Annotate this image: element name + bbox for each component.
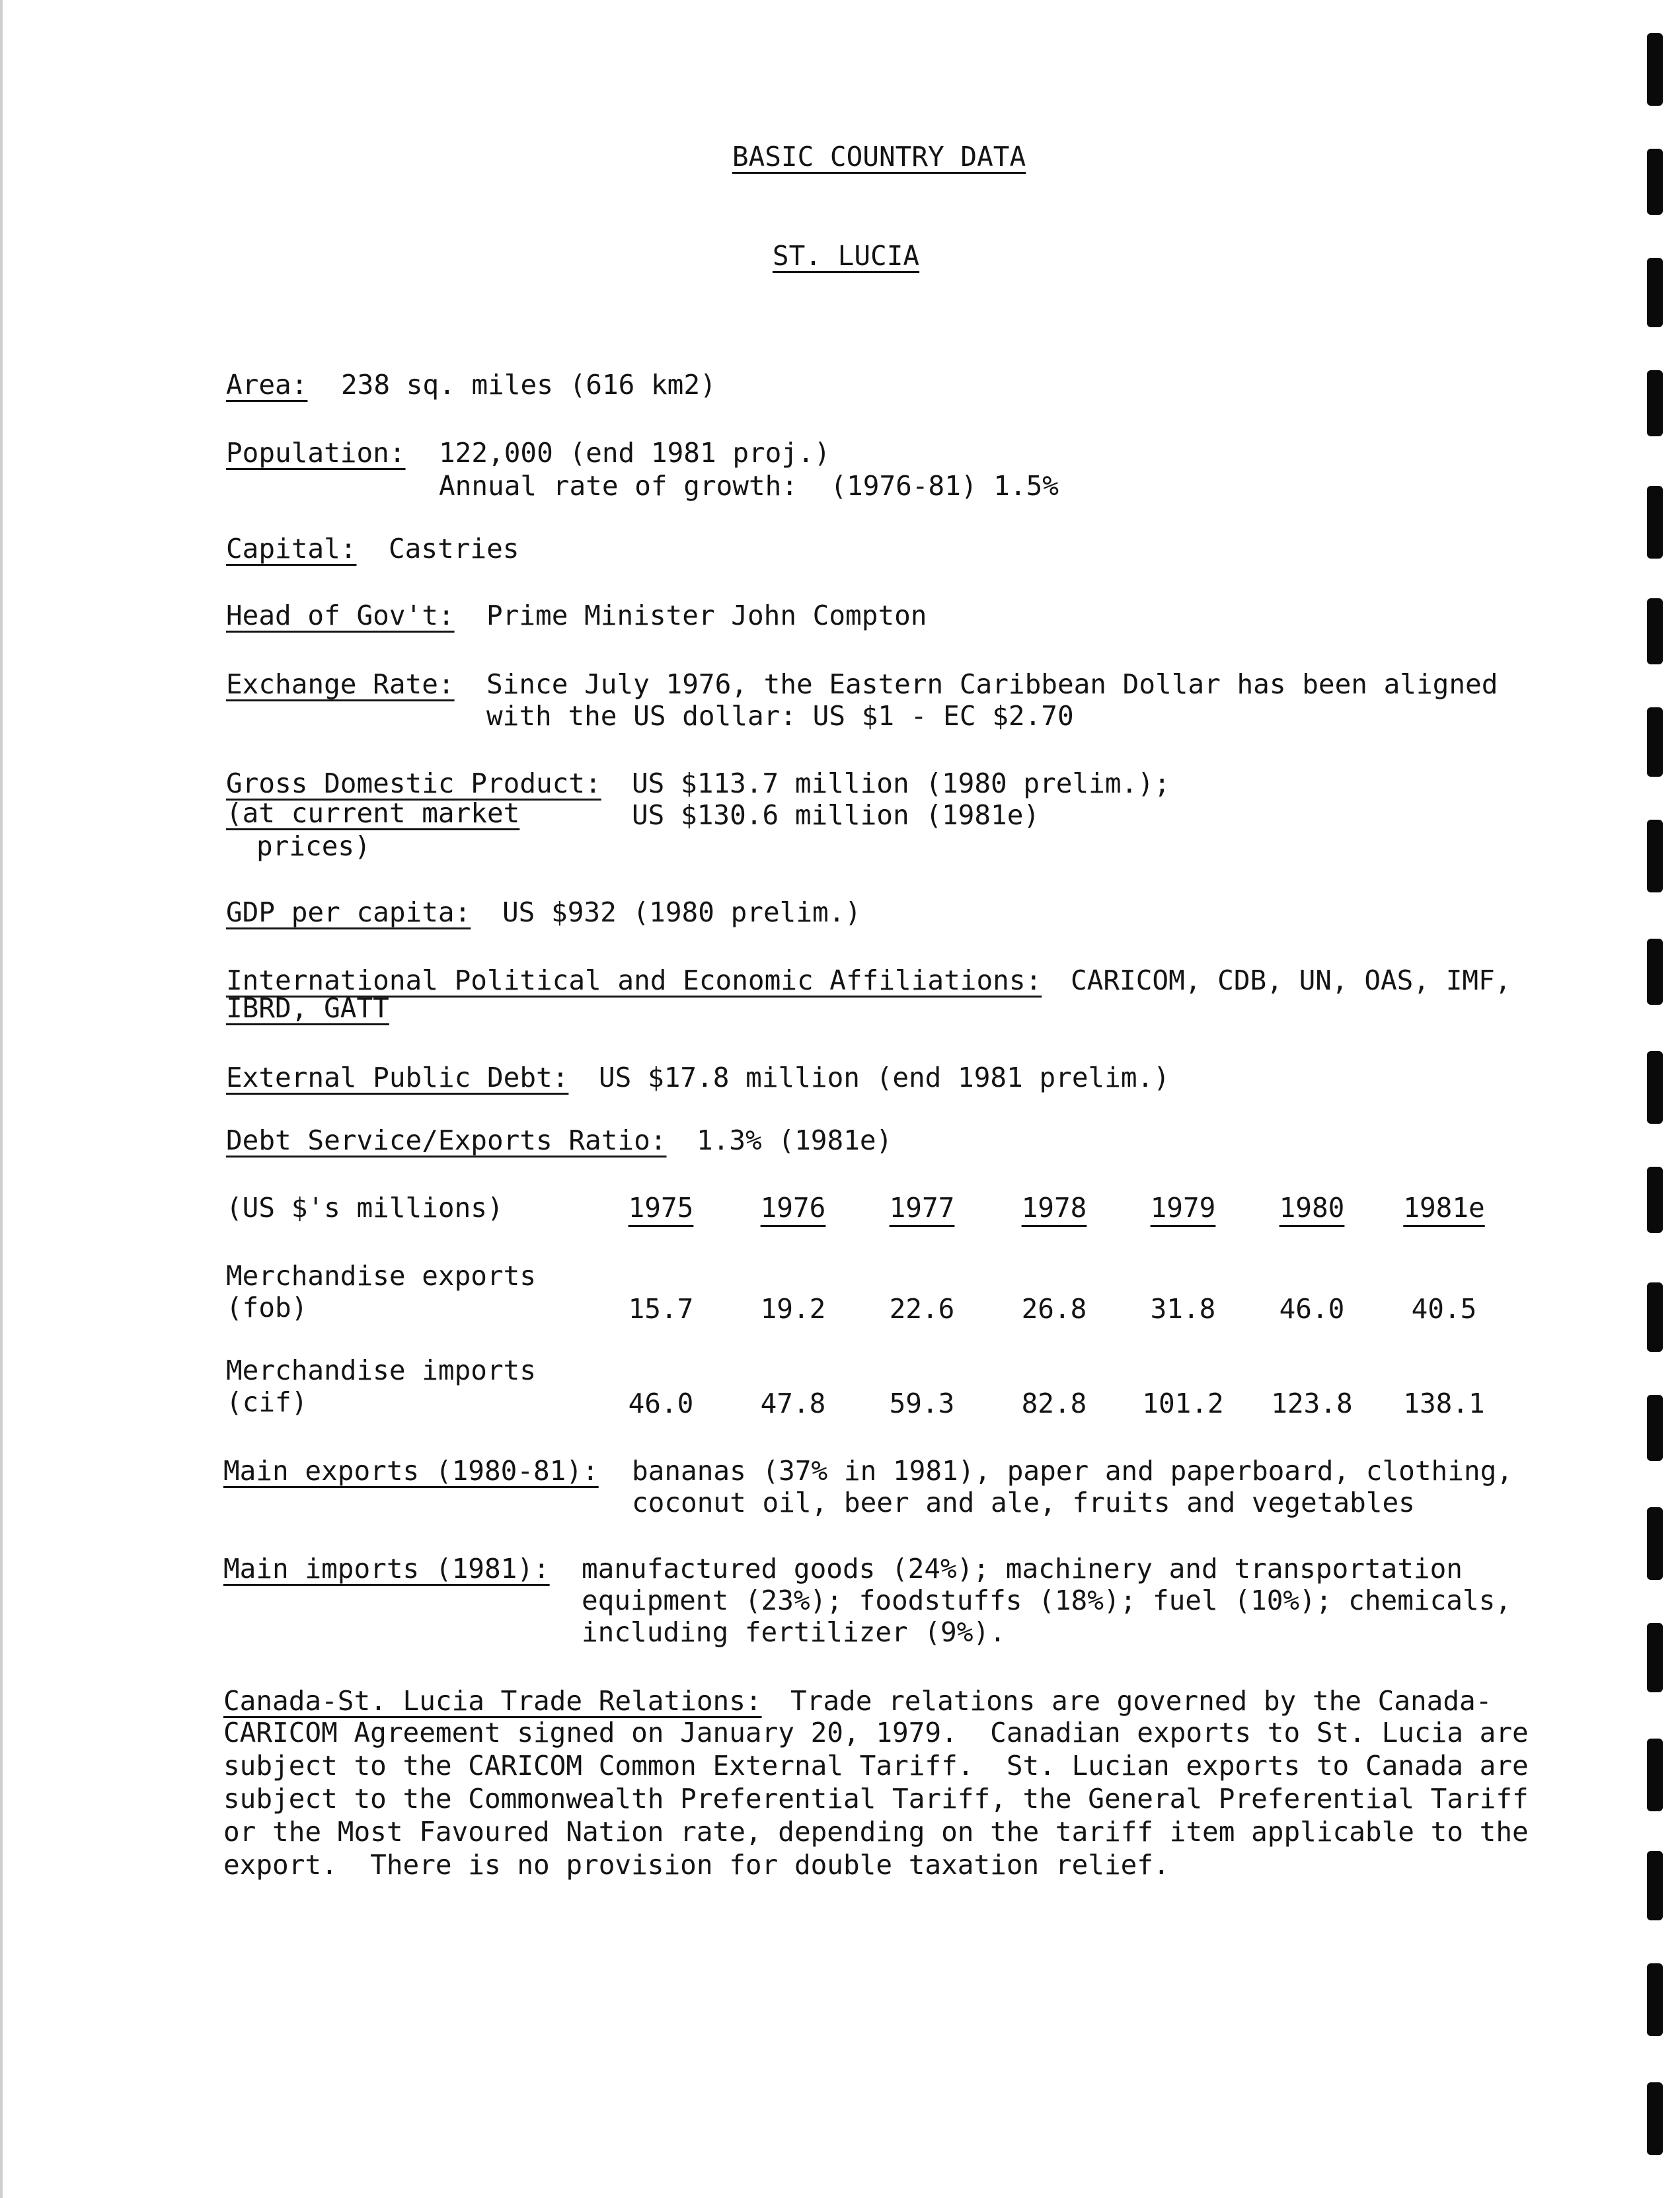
exchange-rate-label: Exchange Rate: [226,668,455,700]
binder-mark [1647,820,1663,892]
main-imports-line2: equipment (23%); foodstuffs (18%); fuel (10%); chemicals, [582,1585,1511,1616]
exports-row-label: Merchandise exports [226,1260,536,1292]
capital-label: Capital: [226,533,357,565]
external-debt-label: External Public Debt: [226,1062,569,1093]
year-header: 1977 [889,1192,955,1224]
capital-value: Castries [389,533,519,565]
binder-mark [1647,1282,1663,1352]
main-imports-line3: including fertilizer (9%). [582,1616,1006,1648]
gdp-label-line2: (at current market [226,797,520,829]
main-imports-label: Main imports (1981): [223,1553,550,1585]
affiliations-value: CARICOM, CDB, UN, OAS, IMF, [1071,964,1511,996]
exports-value: 46.0 [1279,1293,1345,1325]
binder-mark [1647,2082,1663,2155]
gdp-per-capita-value: US $932 (1980 prelim.) [502,896,862,928]
exports-value: 19.2 [760,1293,826,1325]
imports-value: 138.1 [1403,1388,1485,1419]
area-value: 238 sq. miles (616 km2) [341,369,716,401]
imports-value: 101.2 [1142,1388,1224,1419]
exports-value: 15.7 [628,1293,694,1325]
debt-service-value: 1.3% (1981e) [697,1124,893,1156]
imports-value: 46.0 [628,1388,694,1419]
exchange-rate-line1: Since July 1976, the Eastern Caribbean Dollar has been aligned [486,668,1498,700]
binder-mark [1647,598,1663,664]
binder-mark [1647,1395,1663,1461]
page-title: BASIC COUNTRY DATA [732,141,1026,173]
population-label: Population: [226,437,406,469]
table-unit-label: (US $'s millions) [226,1192,504,1224]
binder-mark [1647,939,1663,1005]
imports-value: 47.8 [760,1388,826,1419]
debt-service-label: Debt Service/Exports Ratio: [226,1124,667,1156]
affiliations-line2: IBRD, GATT [226,992,389,1024]
affiliations-label: International Political and Economic Affiliations: [226,964,1042,996]
page-subtitle: ST. LUCIA [772,240,920,272]
gdp-label-line3: prices) [256,830,371,862]
binder-mark [1647,486,1663,559]
year-header: 1978 [1021,1192,1087,1224]
trade-relations-line4: subject to the Commonwealth Preferential Tariff, the General Preferential Tariff [223,1783,1529,1815]
external-debt-value: US $17.8 million (end 1981 prelim.) [599,1062,1170,1093]
exchange-rate-line2: with the US dollar: US $1 - EC $2.70 [486,700,1074,732]
head-of-govt-value: Prime Minister John Compton [486,600,927,631]
binder-mark [1647,1167,1663,1233]
binder-mark [1647,1051,1663,1124]
trade-relations-line5: or the Most Favoured Nation rate, depending on the tariff item applicable to the [223,1816,1529,1848]
year-header: 1980 [1279,1192,1345,1224]
exports-row-label-2: (fob) [226,1292,308,1323]
gdp-value2: US $130.6 million (1981e) [632,799,1040,831]
trade-relations-label: Canada-St. Lucia Trade Relations: [223,1685,762,1717]
exports-value: 26.8 [1021,1293,1087,1325]
imports-value: 82.8 [1021,1388,1087,1419]
year-header: 1975 [628,1192,694,1224]
main-exports-line1: bananas (37% in 1981), paper and paperboard, clothing, [632,1455,1513,1487]
imports-value: 59.3 [889,1388,955,1419]
binder-mark [1647,149,1663,215]
trade-relations-line2: CARICOM Agreement signed on January 20, 1979. Canadian exports to St. Lucia are [223,1717,1529,1748]
binder-mark [1647,33,1663,106]
main-imports-line1: manufactured goods (24%); machinery and transportation [582,1553,1463,1585]
year-header: 1979 [1150,1192,1216,1224]
year-header: 1976 [760,1192,826,1224]
main-exports-line2: coconut oil, beer and ale, fruits and vegetables [632,1487,1415,1518]
exports-value: 22.6 [889,1293,955,1325]
binder-mark [1647,1623,1663,1692]
head-of-govt-label: Head of Gov't: [226,600,455,631]
gdp-label: Gross Domestic Product: [226,767,601,799]
binder-mark [1647,258,1663,327]
gdp-value1: US $113.7 million (1980 prelim.); [632,767,1170,799]
trade-relations-line1: Trade relations are governed by the Canada- [790,1685,1492,1717]
page-edge [0,0,3,2198]
exports-value: 40.5 [1411,1293,1477,1325]
main-exports-label: Main exports (1980-81): [223,1455,599,1487]
binder-mark [1647,707,1663,777]
trade-relations-line6: export. There is no provision for double taxation relief. [223,1849,1170,1881]
binder-mark [1647,370,1663,436]
trade-relations-line3: subject to the CARICOM Common External Tariff. St. Lucian exports to Canada are [223,1750,1529,1782]
binder-mark [1647,1739,1663,1811]
binder-mark [1647,1963,1663,2036]
area-label: Area: [226,369,308,401]
binder-mark [1647,1507,1663,1580]
imports-value: 123.8 [1271,1388,1353,1419]
exports-value: 31.8 [1150,1293,1216,1325]
binder-mark [1647,1851,1663,1920]
population-value: 122,000 (end 1981 proj.) [439,437,831,469]
population-growth: Annual rate of growth: (1976-81) 1.5% [439,470,1059,502]
imports-row-label: Merchandise imports [226,1354,536,1386]
gdp-per-capita-label: GDP per capita: [226,896,471,928]
year-header: 1981e [1403,1192,1485,1224]
imports-row-label-2: (cif) [226,1386,308,1418]
